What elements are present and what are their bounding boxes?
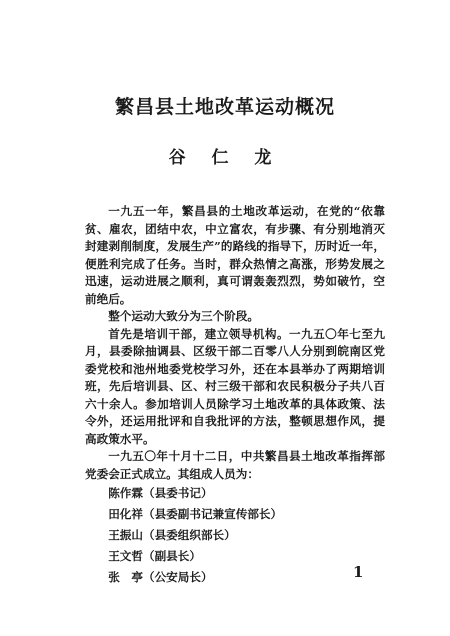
committee-member: 王振山（县委组织部长） <box>108 528 236 542</box>
document-title: 繁昌县土地改革运动概况 <box>114 96 335 118</box>
committee-member: 田化祥（县委副书记兼宣传部长） <box>108 507 283 521</box>
page-number: 1 <box>353 563 364 581</box>
committee-member: 张 亭（公安局长） <box>108 570 213 584</box>
committee-member-list <box>85 483 385 588</box>
committee-member: 陈作霖（县委书记） <box>108 486 213 500</box>
paragraph-training: 首先是培训干部，建立领导机构。一九五〇年七至九月，县委除抽调县、区级干部二百零八人分别到皖南区党委党校和池州地委党校学习外，还在本县举办了两期培训班，先后培训县、区、村三级干部和农民积极分子共八百六十余人。参加培训人员除学习土地改革的具体政策、法令外，还运用批评和自我批评的方法，整顿思想作风，提高政策水平。 <box>85 326 385 446</box>
paragraph-stages: 整个运动大致分为三个阶段。 <box>108 309 259 323</box>
committee-member: 王文哲（副县长） <box>108 549 201 563</box>
document-body <box>85 203 385 588</box>
paragraph-intro: 一九五一年，繁昌县的土地改革运动，在党的“依靠贫、雇农，团结中农，中立富农，有步骤、有分别地消灭封建剥削制度，发展生产”的路线的指导下，历时近一年，便胜利完成了任务。当时，群众热情之高涨，形势发展之迅速，运动进展之顺利，真可谓轰轰烈烈，势如破竹，空前绝后。 <box>85 204 385 306</box>
paragraph-committee: 一九五〇年十月十二日，中共繁昌县土地改革指挥部党委会正式成立。其组成人员为： <box>85 449 385 481</box>
author-name: 谷 仁 龙 <box>168 148 282 168</box>
